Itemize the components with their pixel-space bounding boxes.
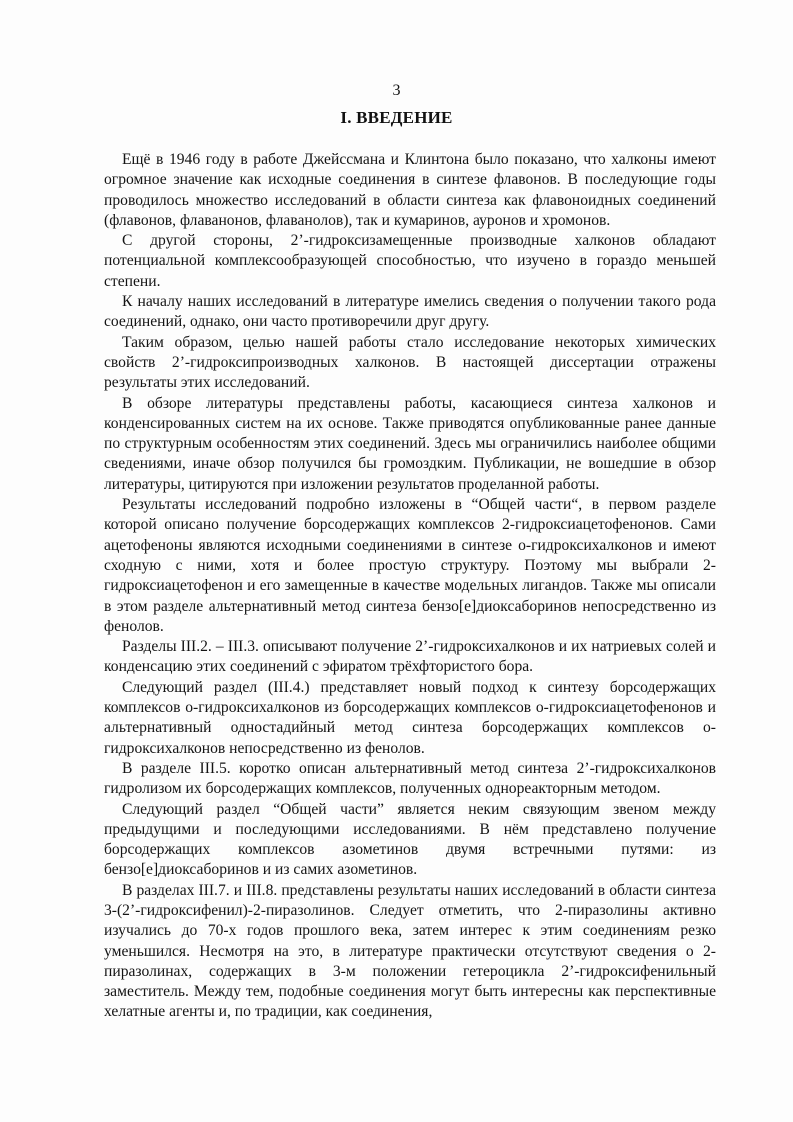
body-text <box>104 150 716 1023</box>
paragraph: Следующий раздел (III.4.) представляет новый подход к синтезу борсодержащих комплексов о-гидроксихалконов из борсодержащих комплексов о-гидроксиацетофенонов и альтернативный одностадийный метод синтеза борсодержащих комплексов о-гидроксихалконов непосредственно из фенолов. <box>104 678 716 757</box>
paragraph: В разделах III.7. и III.8. представлены результаты наших исследований в области синтеза 3-(2’-гидроксифенил)-2-пиразолинов. Следует отметить, что 2-пиразолины активно изучались до 70-х годов прошлого века, затем интерес к этим соединениям резко уменьшился. Несмотря на это, в литературе практически отсутствуют сведения о 2-пиразолинах, содержащих в 3-м положении гетероцикла 2’-гидроксифенильный заместитель. Между тем, подобные соединения могут быть интересны как перспективные хелатные агенты и, по традиции, как соединения, <box>104 881 716 1021</box>
paragraph: К началу наших исследований в литературе имелись сведения о получении такого рода соединений, однако, они часто противоречили друг другу. <box>104 293 716 331</box>
paragraph: Таким образом, целью нашей работы стало исследование некоторых химических свойств 2’-гидроксипроизводных халконов. В настоящей диссертации отражены результаты этих исследований. <box>104 333 716 392</box>
paragraph: В разделе III.5. коротко описан альтернативный метод синтеза 2’-гидроксихалконов гидролизом их борсодержащих комплексов, полученных однореакторным методом. <box>104 759 716 798</box>
page-number: 3 <box>392 82 401 99</box>
paragraph: Следующий раздел “Общей части” является неким связующим звеном между предыдущими и последующими исследованиями. В нём представлено получение борсодержащих комплексов азометинов двумя встречными путями: из бензо[е]диоксаборинов и из самих азометинов. <box>104 800 716 879</box>
paragraph: Ещё в 1946 году в работе Джейссмана и Клинтона было показано, что халконы имеют огромное значение как исходные соединения в синтезе флавонов. В последующие годы проводилось множество исследований в области синтеза как флавоноидных соединений (флавонов, флаванонов, флаванолов), так и кумаринов, ауронов и хромонов. <box>104 151 716 229</box>
section-heading: I. ВВЕДЕНИЕ <box>340 108 453 127</box>
paragraph: В обзоре литературы представлены работы, касающиеся синтеза халконов и конденсированных систем на их основе. Также приводятся опубликованные ранее данные по структурным особенностям этих соединений. Здесь мы ограничились наиболее общими сведениями, иначе обзор получился бы громоздким. Публикации, не вошедшие в обзор литературы, цитируются при изложении результатов проделанной работы. <box>104 394 716 493</box>
paragraph: С другой стороны, 2’-гидроксизамещенные производные халконов обладают потенциальной комплексообразующей способностью, что изучено в гораздо меньшей степени. <box>104 232 716 290</box>
paragraph: Разделы III.2. – III.3. описывают получение 2’-гидроксихалконов и их натриевых солей и конденсацию этих соединений с эфиратом трёхфтористого бора. <box>104 638 716 676</box>
paragraph: Результаты исследований подробно изложены в “Общей части“, в первом разделе которой описано получение борсодержащих комплексов 2-гидроксиацетофенонов. Сами ацетофеноны являются исходными соединениями в синтезе о-гидроксихалконов и имеют сходную с ними, хотя и более простую структуру. Поэтому мы выбрали 2-гидроксиацетофенон и его замещенные в качестве модельных лигандов. Также мы описали в этом разделе альтернативный метод синтеза бензо[е]диоксаборинов непосредственно из фенолов. <box>104 496 716 635</box>
